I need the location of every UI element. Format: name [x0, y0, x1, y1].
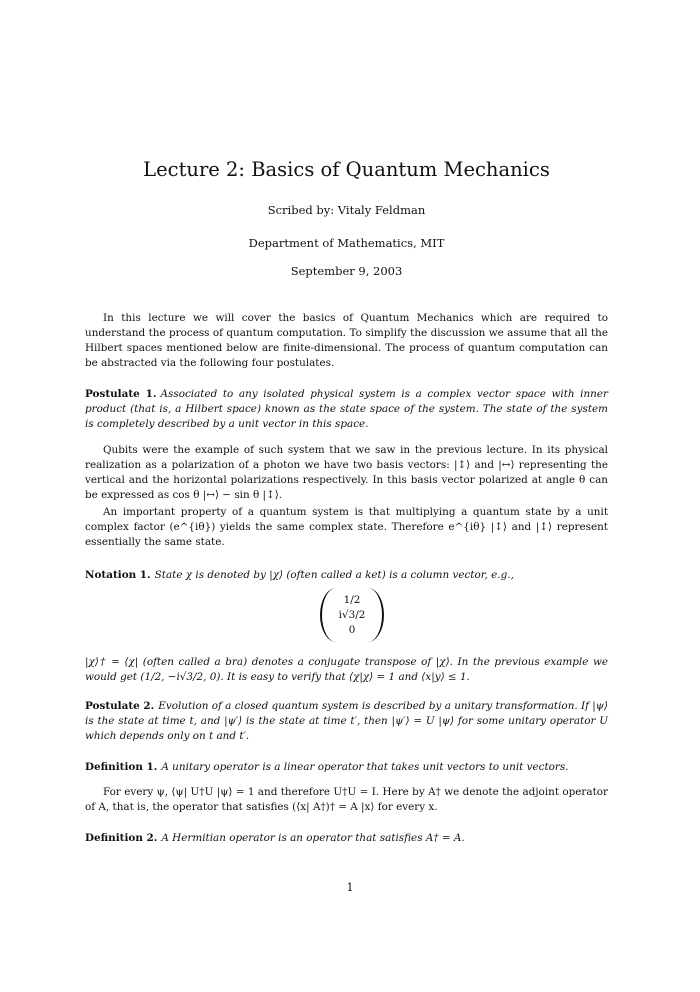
notation-1-text: State χ is denoted by |χ⟩ (often called a ket) is a column vector, e.g., — [154, 569, 514, 581]
intro-paragraph: In this lecture we will cover the basics of Quantum Mechanics which are required to understand the process of quantum computation. To simplify the discussion we assume that all the Hilbert spaces mentioned below are finite-dimensional. The process of quantum computation can be abstracted via the following four postulates. — [85, 312, 608, 369]
notation-1-label: Notation 1. — [85, 569, 151, 581]
scribe-line: Scribed by: Vitaly Feldman — [267, 203, 426, 217]
postulate-2 — [85, 699, 608, 744]
definition-2 — [85, 831, 608, 846]
column-vector — [320, 588, 384, 642]
postulate-2-label: Postulate 2. — [85, 700, 155, 712]
vector-entry: 0 — [348, 624, 356, 636]
adjoint-paragraph: For every ψ, ⟨ψ| U†U |ψ⟩ = 1 and therefore U†U = I. Here by A† we denote the adjoint operator of A, that is, the operator that satisfies (⟨x| A†)† = A |x⟩ for every x. — [85, 786, 608, 813]
definition-1-text: A unitary operator is a linear operator that takes unit vectors to unit vectors. — [161, 761, 569, 773]
definition-2-label: Definition 2. — [85, 832, 158, 844]
page-number: 1 — [346, 881, 354, 894]
lecture-title: Lecture 2: Basics of Quantum Mechanics — [143, 158, 550, 181]
vector-entry: 1/2 — [343, 594, 361, 606]
date-line: September 9, 2003 — [290, 264, 403, 278]
definition-1-label: Definition 1. — [85, 761, 158, 773]
postulate-2-text: Evolution of a closed quantum system is described by a unitary transformation. If |ψ⟩ is the state at time t, and |ψ′⟩ is the state at time t′, then |ψ′⟩ = U |ψ⟩ for some unitary operator U which depends only on t and t′. — [85, 700, 608, 742]
postulate-1-label: Postulate 1. — [85, 388, 157, 400]
vector-entry: i√3/2 — [338, 609, 366, 621]
definition-2-text: A Hermitian operator is an operator that satisfies A† = A. — [161, 832, 465, 844]
qubits-paragraph: Qubits were the example of such system that we saw in the previous lecture. In its physical realization as a polarization of a photon we have two basis vectors: |↕⟩ and |↔⟩ representing the vertical and the horizontal polarizations respectively. In this basis vector polarized at angle θ can be expressed as cos θ |↔⟩ − sin θ |↕⟩. — [85, 444, 608, 501]
definition-1 — [85, 760, 608, 775]
department-line: Department of Mathematics, MIT — [248, 236, 445, 250]
bra-paragraph: |χ⟩† = ⟨χ| (often called a bra) denotes a conjugate transpose of |χ⟩. In the previous example we would get (1/2, −i√3/2, 0). It is easy to verify that ⟨χ|χ⟩ = 1 and ⟨x|y⟩ ≤ 1. — [85, 656, 608, 683]
postulate-1 — [85, 387, 608, 432]
property-paragraph: An important property of a quantum system is that multiplying a quantum state by a unit complex factor (e^{iθ}) yields the same complex state. Therefore e^{iθ} |↕⟩ and |↕⟩ represent essentially the same state. — [85, 506, 608, 548]
postulate-1-text: Associated to any isolated physical system is a complex vector space with inner product (that is, a Hilbert space) known as the state space of the system. The state of the system is completely described by a unit vector in this space. — [85, 388, 608, 430]
notation-1 — [85, 568, 608, 583]
